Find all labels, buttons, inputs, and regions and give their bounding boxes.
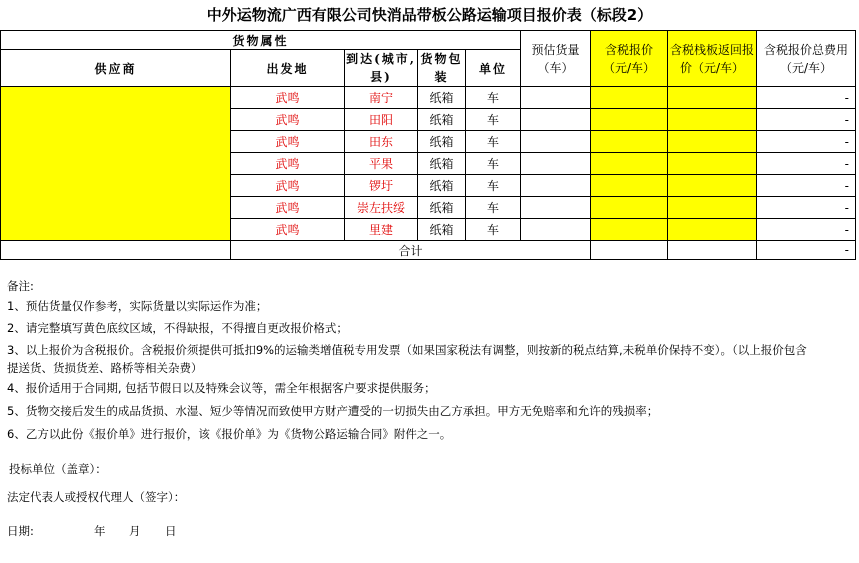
note-item: 3、以上报价为含税报价。含税报价须提供可抵扣9%的运输类增值税专用发票（如果国家税法有调整，则按新的税点结算,未税单价保持不变）。（以上报价包含 — [7, 343, 807, 357]
est-volume-cell — [521, 131, 591, 153]
destination-cell: 锣圩 — [345, 175, 418, 197]
packaging-cell: 纸箱 — [418, 87, 466, 109]
note-item: 2、请完整填写黄色底纹区域，不得缺报，不得擅自更改报价格式； — [7, 321, 348, 335]
note-item: 5、货物交接后发生的成品货损、水湿、短少等情况而致使甲方财产遭受的一切损失由乙方承担。甲方无免赔率和允许的残损率； — [7, 404, 659, 418]
est-volume-cell — [521, 197, 591, 219]
total-fee-cell: - — [757, 131, 856, 153]
est-volume-cell — [521, 109, 591, 131]
tax-price-input[interactable] — [591, 131, 668, 153]
unit-cell: 车 — [466, 153, 521, 175]
total-fee-cell: - — [757, 153, 856, 175]
unit-header: 单位 — [466, 50, 521, 87]
destination-cell: 南宁 — [345, 87, 418, 109]
subtotal-pallet-cell — [668, 241, 757, 260]
origin-cell: 武鸣 — [231, 175, 345, 197]
tax-price-input[interactable] — [591, 197, 668, 219]
note-item: 提送货、货损货差、路桥等相关杂费） — [7, 361, 203, 375]
date-month-label: 月 — [129, 524, 141, 538]
destination-cell: 田阳 — [345, 109, 418, 131]
origin-cell: 武鸣 — [231, 109, 345, 131]
tax-price-header: 含税报价（元/车） — [591, 31, 668, 87]
packaging-cell: 纸箱 — [418, 197, 466, 219]
total-fee-header: 含税报价总费用（元/车） — [757, 31, 856, 87]
subtotal-tax-cell — [591, 241, 668, 260]
pallet-return-input[interactable] — [668, 219, 757, 241]
goods-attr-header: 货物属性 — [1, 31, 521, 50]
note-item: 6、乙方以此份《报价单》进行报价，该《报价单》为《货物公路运输合同》附件之一。 — [7, 427, 452, 441]
pallet-return-input[interactable] — [668, 175, 757, 197]
pallet-return-input[interactable] — [668, 197, 757, 219]
destination-cell: 里建 — [345, 219, 418, 241]
total-fee-cell: - — [757, 197, 856, 219]
date-day-label: 日 — [165, 524, 177, 538]
pallet-return-input[interactable] — [668, 153, 757, 175]
subtotal-blank-cell — [1, 241, 231, 260]
destination-cell: 田东 — [345, 131, 418, 153]
origin-cell: 武鸣 — [231, 197, 345, 219]
date-label: 日期: — [7, 524, 34, 538]
packaging-cell: 纸箱 — [418, 175, 466, 197]
unit-cell: 车 — [466, 197, 521, 219]
unit-cell: 车 — [466, 131, 521, 153]
tax-price-input[interactable] — [591, 175, 668, 197]
notes-heading: 备注: — [7, 279, 34, 293]
pallet-return-header: 含税栈板返回报价（元/车） — [668, 31, 757, 87]
packaging-cell: 纸箱 — [418, 131, 466, 153]
pallet-return-input[interactable] — [668, 109, 757, 131]
pallet-return-input[interactable] — [668, 87, 757, 109]
unit-cell: 车 — [466, 109, 521, 131]
origin-cell: 武鸣 — [231, 153, 345, 175]
subtotal-label: 合计 — [231, 241, 591, 260]
tax-price-input[interactable] — [591, 109, 668, 131]
est-volume-cell — [521, 87, 591, 109]
representative-label: 法定代表人或授权代理人（签字）： — [7, 490, 186, 504]
unit-cell: 车 — [466, 87, 521, 109]
pallet-return-input[interactable] — [668, 131, 757, 153]
origin-cell: 武鸣 — [231, 219, 345, 241]
packaging-cell: 纸箱 — [418, 109, 466, 131]
subtotal-value: - — [757, 241, 856, 260]
subtotal-row — [1, 241, 856, 260]
packaging-header: 货物包装 — [418, 50, 466, 87]
tax-price-input[interactable] — [591, 153, 668, 175]
table-row — [1, 87, 856, 109]
unit-cell: 车 — [466, 175, 521, 197]
page-title: 中外运物流广西有限公司快消品带板公路运输项目报价表（标段2） — [206, 6, 653, 24]
est-volume-cell — [521, 219, 591, 241]
unit-cell: 车 — [466, 219, 521, 241]
destination-cell: 崇左扶绥 — [345, 197, 418, 219]
est-volume-cell — [521, 153, 591, 175]
supplier-header: 供应商 — [1, 50, 231, 87]
origin-cell: 武鸣 — [231, 87, 345, 109]
total-fee-cell: - — [757, 219, 856, 241]
total-fee-cell: - — [757, 175, 856, 197]
total-fee-cell: - — [757, 87, 856, 109]
quotation-table — [0, 30, 856, 260]
origin-cell: 武鸣 — [231, 131, 345, 153]
date-year-label: 年 — [94, 524, 106, 538]
packaging-cell: 纸箱 — [418, 219, 466, 241]
est-volume-header: 预估货量（车） — [521, 31, 591, 87]
est-volume-cell — [521, 175, 591, 197]
tax-price-input[interactable] — [591, 87, 668, 109]
bidder-label: 投标单位（盖章）： — [9, 462, 107, 476]
destination-cell: 平果 — [345, 153, 418, 175]
packaging-cell: 纸箱 — [418, 153, 466, 175]
total-fee-cell: - — [757, 109, 856, 131]
origin-header: 出发地 — [231, 50, 345, 87]
note-item: 1、预估货量仅作参考，实际货量以实际运作为准； — [7, 299, 268, 313]
tax-price-input[interactable] — [591, 219, 668, 241]
note-item: 4、报价适用于合同期, 包括节假日以及特殊会议等，需全年根据客户要求提供服务； — [7, 381, 436, 395]
destination-header: 到达(城市,县) — [345, 50, 418, 87]
supplier-input-cell[interactable] — [1, 87, 231, 241]
